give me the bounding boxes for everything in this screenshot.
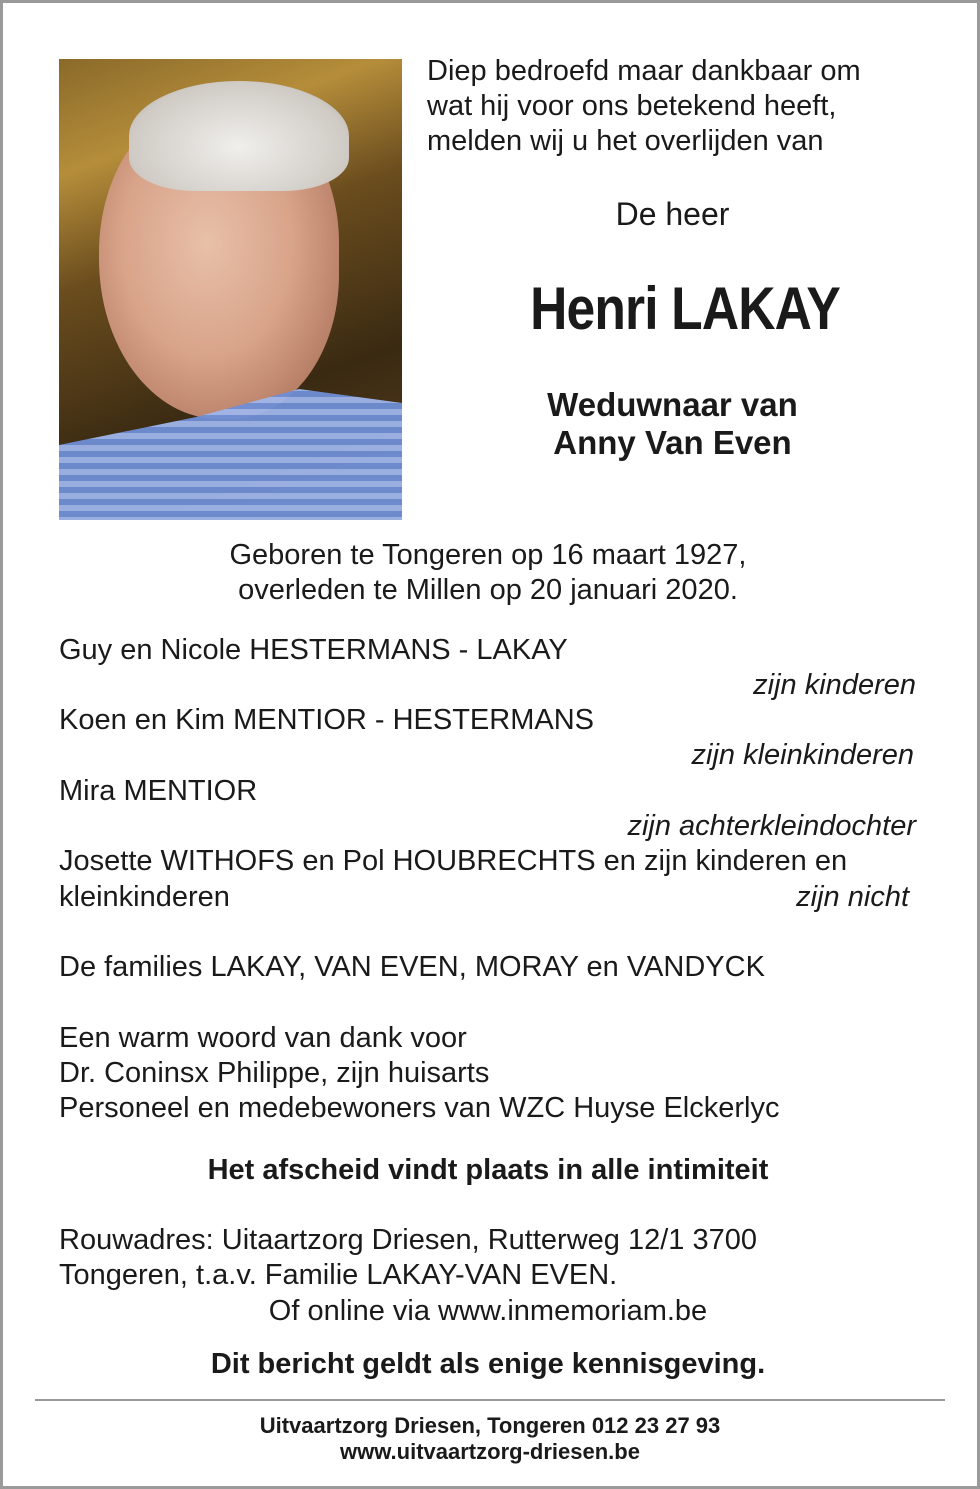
portrait-shirt <box>59 389 402 520</box>
notice: Dit bericht geldt als enige kennisgeving. <box>210 1348 766 1380</box>
intro-line-1: Diep bedroefd maar dankbaar om <box>427 55 861 87</box>
title: De heer <box>615 196 730 232</box>
divider <box>35 1399 945 1401</box>
thanks-line-2: Dr. Coninsx Philippe, zijn huisarts <box>59 1057 490 1089</box>
funeral-home: Uitvaartzorg Driesen, Tongeren 012 23 27 93 <box>259 1413 721 1438</box>
widower-line-1: Weduwnaar van <box>547 386 798 423</box>
family-relation: zijn nicht <box>796 881 909 913</box>
intro-line-2: wat hij voor ons betekend heeft, <box>427 90 837 122</box>
family-relation: zijn kleinkinderen <box>691 739 914 771</box>
family-names-cont: kleinkinderen <box>59 881 230 913</box>
funeral-home-website[interactable]: www.uitvaartzorg-driesen.be <box>340 1439 640 1464</box>
address-line-1: Rouwadres: Uitaartzorg Driesen, Rutterweg 12/1 3700 <box>59 1224 757 1256</box>
address-line-3: Of online via www.inmemoriam.be <box>268 1295 708 1327</box>
birth-line: Geboren te Tongeren op 16 maart 1927, <box>229 539 747 571</box>
family-names: Koen en Kim MENTIOR - HESTERMANS <box>59 704 594 736</box>
widower-line-2: Anny Van Even <box>553 424 792 461</box>
family-names: Josette WITHOFS en Pol HOUBRECHTS en zijn kinderen en <box>59 845 848 877</box>
thanks-line-1: Een warm woord van dank voor <box>59 1022 467 1054</box>
deceased-name: Henri LAKAY <box>530 275 840 342</box>
family-names: Mira MENTIOR <box>59 775 258 807</box>
thanks-line-3: Personeel en medebewoners van WZC Huyse Elckerlyc <box>59 1092 780 1124</box>
address-line-2: Tongeren, t.a.v. Familie LAKAY-VAN EVEN. <box>59 1259 618 1291</box>
intro-line-3: melden wij u het overlijden van <box>427 125 824 157</box>
farewell-note: Het afscheid vindt plaats in alle intimiteit <box>207 1154 769 1186</box>
families-line: De families LAKAY, VAN EVEN, MORAY en VANDYCK <box>59 951 765 983</box>
family-names: Guy en Nicole HESTERMANS - LAKAY <box>59 634 568 666</box>
portrait-photo <box>59 59 402 520</box>
family-relation: zijn kinderen <box>753 669 916 701</box>
death-line: overleden te Millen op 20 januari 2020. <box>238 574 738 606</box>
family-relation: zijn achterkleindochter <box>627 810 916 842</box>
portrait-hair <box>129 81 349 191</box>
